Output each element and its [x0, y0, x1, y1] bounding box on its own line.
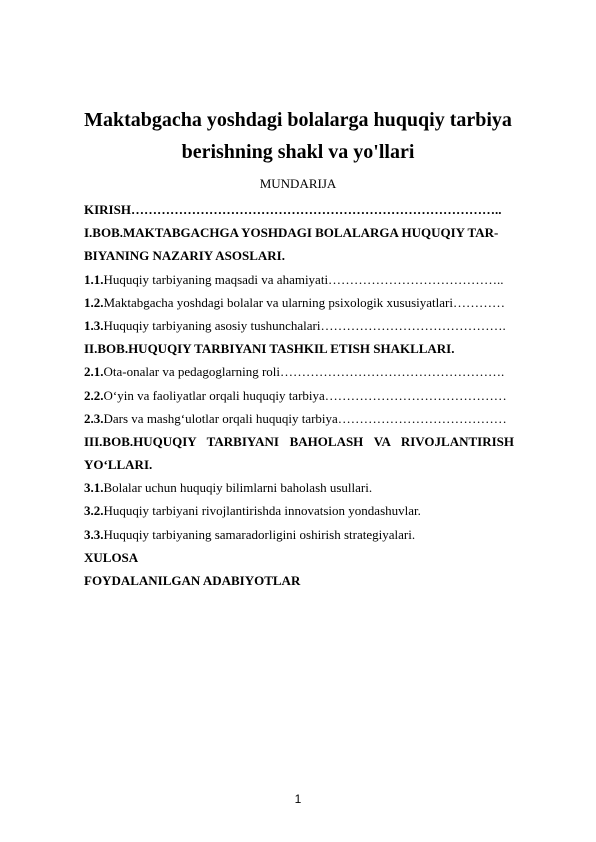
toc-section-number: 1.2.	[84, 294, 104, 310]
toc-section-number: 2.3.	[84, 410, 104, 426]
toc-section-text: Dars va mashg‘ulotlar orqali huquqiy tarbiya…………………………………	[103, 410, 507, 426]
toc-section-text: Huquqiy tarbiyaning samaradorligini oshirish strategiyalari.	[103, 526, 416, 542]
toc-xulosa: XULOSA	[84, 549, 139, 565]
toc-section-number: 1.3.	[84, 317, 104, 333]
toc-section-1-1	[84, 268, 514, 291]
toc-chapter-1-line-1: I.BOB.MAKTABGACHGA YOSHDAGI BOLALARGA HUQUQIY TAR-	[84, 225, 499, 241]
document-title-line-2: berishning shakl va yo'llari	[181, 141, 415, 163]
toc-section-3-1	[84, 476, 514, 499]
toc-section-number: 3.1.	[84, 480, 104, 496]
toc-chapter-2: II.BOB.HUQUQIY TARBIYANI TASHKIL ETISH SHAKLLARI.	[84, 341, 455, 357]
toc-section-2-1	[84, 360, 514, 383]
toc-section-number: 1.1.	[84, 271, 104, 287]
toc-section-number: 3.2.	[84, 503, 104, 519]
toc-kirish: KIRISH…………………………………………………………………………..	[84, 202, 502, 217]
toc-section-3-2	[84, 499, 514, 522]
toc-section-text: Maktabgacha yoshdagi bolalar va ularning psixologik xususiyatlari…………	[103, 294, 505, 310]
toc-chapter-1-line-2: BIYANING NAZARIY ASOSLARI.	[84, 248, 285, 264]
toc-section-2-3	[84, 407, 514, 430]
document-title-line-1: Maktabgacha yoshdagi bolalarga huquqiy tarbiya	[84, 109, 512, 131]
toc-section-3-3	[84, 523, 514, 546]
toc-section-1-3	[84, 314, 514, 337]
toc-section-text: Huquqiy tarbiyani rivojlantirishda innovatsion yondashuvlar.	[103, 503, 421, 519]
toc-section-text: Huquqiy tarbiyaning maqsadi va ahamiyati…………………………………..	[103, 271, 504, 287]
toc-adabiyotlar: FOYDALANILGAN ADABIYOTLAR	[84, 573, 301, 588]
toc-section-number: 3.3.	[84, 526, 104, 542]
toc-section-2-2	[84, 384, 514, 407]
toc-section-text: Bolalar uchun huquqiy bilimlarni baholash usullari.	[103, 480, 373, 496]
page-number: 1	[294, 792, 302, 806]
toc-chapter-3-line-2: YO‘LLARI.	[84, 457, 153, 473]
toc-chapter-3-line-1: III.BOB.HUQUQIY TARBIYANI BAHOLASH VA RIVOJLANTIRISH	[84, 433, 514, 449]
toc-section-text: O‘yin va faoliyatlar orqali huquqiy tarbiya……………………………………	[103, 387, 507, 403]
toc-section-number: 2.2.	[84, 387, 104, 403]
table-of-contents	[84, 198, 514, 592]
toc-section-text: Huquqiy tarbiyaning asosiy tushunchalari…………………………………….	[103, 317, 506, 333]
toc-section-text: Ota-onalar va pedagoglarning roli…………………………………………….	[103, 364, 505, 380]
toc-section-number: 2.1.	[84, 364, 104, 380]
contents-heading: MUNDARIJA	[259, 176, 337, 191]
toc-section-1-2	[84, 291, 514, 314]
